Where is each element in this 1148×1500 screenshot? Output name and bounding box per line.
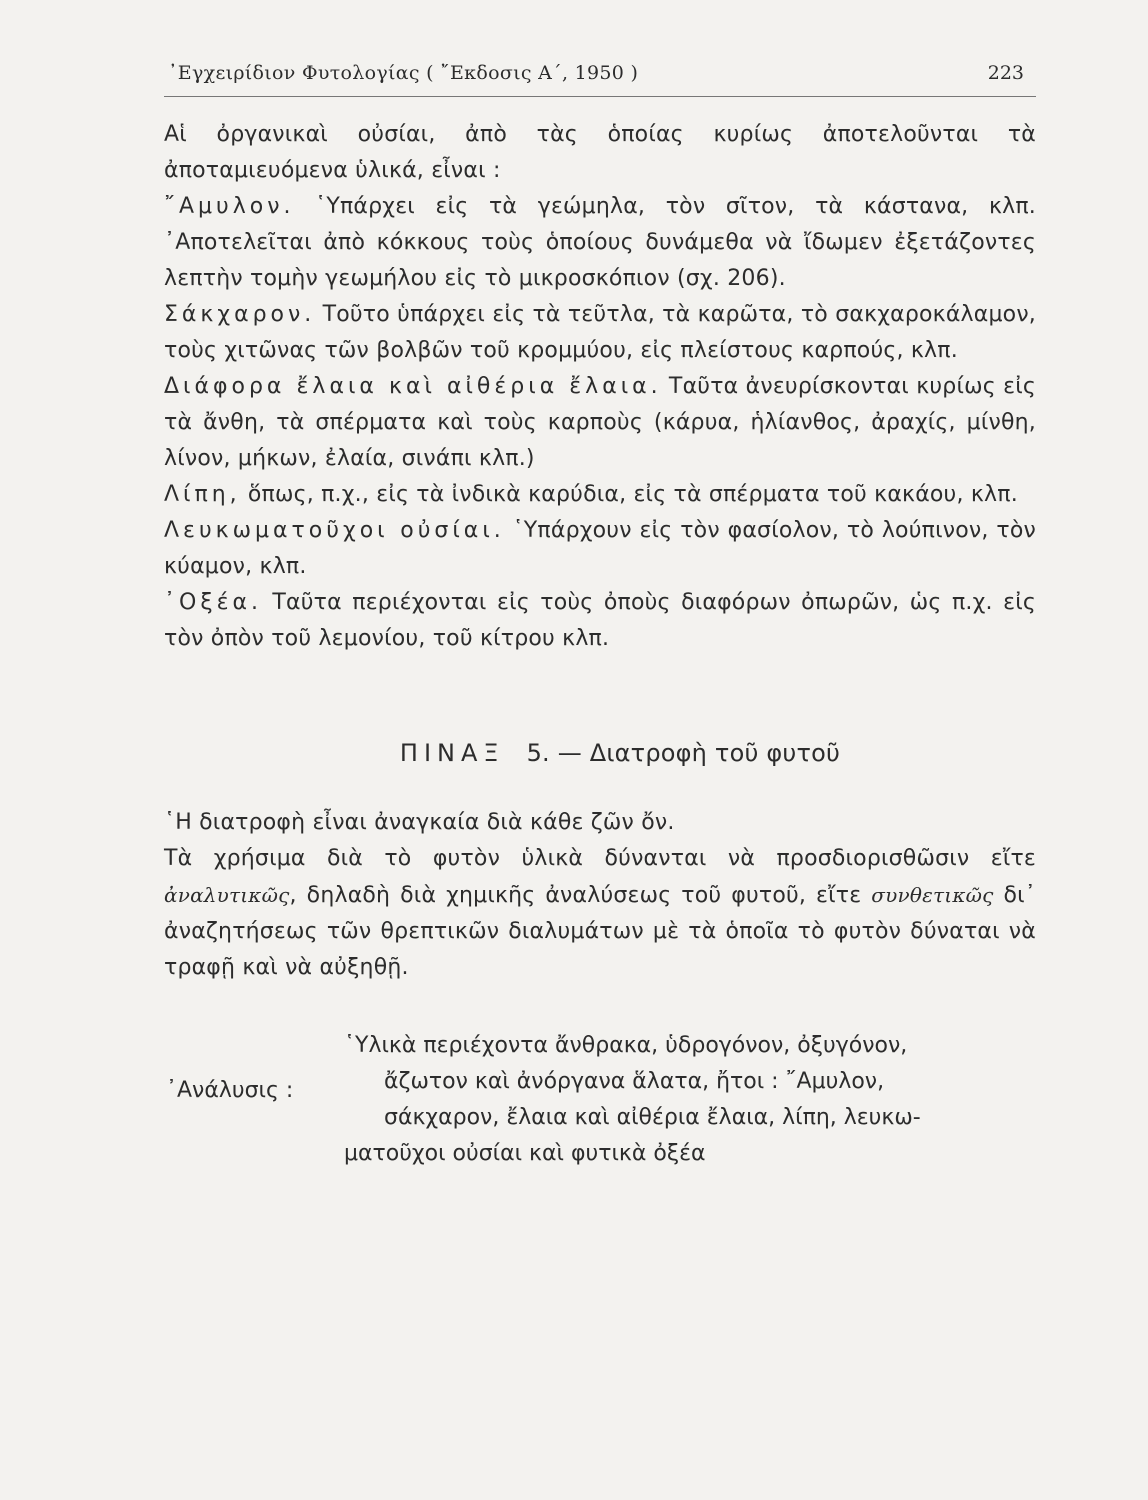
page-number: 223 [987,62,1024,84]
document-page [164,56,1036,1198]
term-synthetically: συνθετικῶς [871,883,994,907]
analysis-line: σάκχαρον, ἔλαια καὶ αἰθέρια ἔλαια, λίπη, λευκω- [384,1105,921,1130]
term-fats: Λίπη, [164,482,241,507]
substance-fats [164,477,1036,513]
nutrition-paragraph-2 [164,841,1036,986]
term-proteins: Λευκωματοῦχοι οὐσίαι. [164,518,505,543]
analysis-block [164,1028,1036,1198]
nutrition-text-c: , δηλαδὴ διὰ χημικῆς ἀναλύσεως τοῦ φυτοῦ, εἴτε [289,883,872,908]
header-title: ᾿Εγχειρίδιον Φυτολογίας ( ῎Εκδοσις Α΄, 1950 ) [168,62,639,84]
analysis-line: ματοῦχοι οὐσίαι καὶ φυτικὰ ὀξέα [344,1141,706,1166]
substance-starch [164,189,1036,297]
text-sugar: Τοῦτο ὑπάρχει εἰς τὰ τεῦτλα, τὰ καρῶτα, τὸ σακχαροκάλαμον, τοὺς χιτῶνας τῶν βολβῶν τοῦ κρομμύου, εἰς πλείστους καρπούς, κλπ. [164,302,1036,363]
substance-sugar [164,297,1036,369]
term-acids: ᾿Οξέα. [164,590,262,615]
table-label: ΠΙΝΑΞ [399,739,505,767]
body-text [164,117,1036,986]
nutrition-text-a: Τὰ χρήσιμα διὰ τὸ φυτὸν ὑλικὰ δύνανται νὰ προσδιορισθῶσιν εἴτε [164,846,1036,871]
text-proteins: ῾Υπάρχουν εἰς τὸν φασίολον, τὸ λούπινον, τὸν κύαμον, κλπ. [164,518,1036,579]
term-oils: Διάφορα ἔλαια καὶ αἰθέρια ἔλαια. [164,374,662,399]
analysis-line: ῾Υλικὰ περιέχοντα ἄνθρακα, ὑδρογόνον, ὀξυγόνον, [344,1033,908,1058]
table-title: 5. — Διατροφὴ τοῦ φυτοῦ [526,739,841,767]
nutrition-text-e: δι᾿ ἀναζητήσεως τῶν θρεπτικῶν διαλυμάτων μὲ τὰ ὁποῖα τὸ φυτὸν δύναται νὰ τραφῇ καὶ νὰ αὐξηθῇ. [164,883,1037,980]
term-analytically: ἀναλυτικῶς [164,883,290,907]
text-oils: Ταῦτα ἀνευρίσκονται κυρίως εἰς τὰ ἄνθη, τὰ σπέρματα καὶ τοὺς καρποὺς (κάρυα, ἡλίανθος, ἀραχίς, μίνθη, λίνον, μήκων, ἐλαία, σινάπι κλπ.) [164,374,1036,471]
table-heading [164,735,1036,771]
text-starch: ῾Υπάρχει εἰς τὰ γεώμηλα, τὸν σῖτον, τὰ κάστανα, κλπ. ᾿Αποτελεῖται ἀπὸ κόκκους τοὺς ὁποίους δυνάμεθα νὰ ἴδωμεν ἐξετάζοντες λεπτὴν τομὴν γεωμήλου εἰς τὸ μικροσκόπιον (σχ. 206). [164,194,1036,291]
analysis-line: ἄζωτον καὶ ἀνόργανα ἅλατα, ἤτοι : ῎Αμυλον, [384,1069,885,1094]
analysis-label: ᾿Ανάλυσις : [166,1078,294,1103]
term-starch: ῎Αμυλον. [164,194,295,219]
term-sugar: Σάκχαρον. [164,302,316,327]
nutrition-paragraph-1: ῾Η διατροφὴ εἶναι ἀναγκαία διὰ κάθε ζῶν ὄν. [164,810,675,835]
running-header [164,56,1036,97]
substance-acids [164,585,1036,657]
substance-oils [164,369,1036,477]
analysis-description [344,1028,1034,1172]
intro-paragraph: Αἱ ὀργανικαὶ οὐσίαι, ἀπὸ τὰς ὁποίας κυρίως ἀποτελοῦνται τὰ ἀποταμιευόμενα ὑλικά, εἶναι : [164,122,1036,183]
substance-proteins [164,513,1036,585]
text-fats: ὅπως, π.χ., εἰς τὰ ἰνδικὰ καρύδια, εἰς τὰ σπέρματα τοῦ κακάου, κλπ. [240,482,1018,507]
text-acids: Ταῦτα περιέχονται εἰς τοὺς ὀποὺς διαφόρων ὀπωρῶν, ὡς π.χ. εἰς τὸν ὀπὸν τοῦ λεμονίου, τοῦ κίτρου κλπ. [164,590,1036,651]
